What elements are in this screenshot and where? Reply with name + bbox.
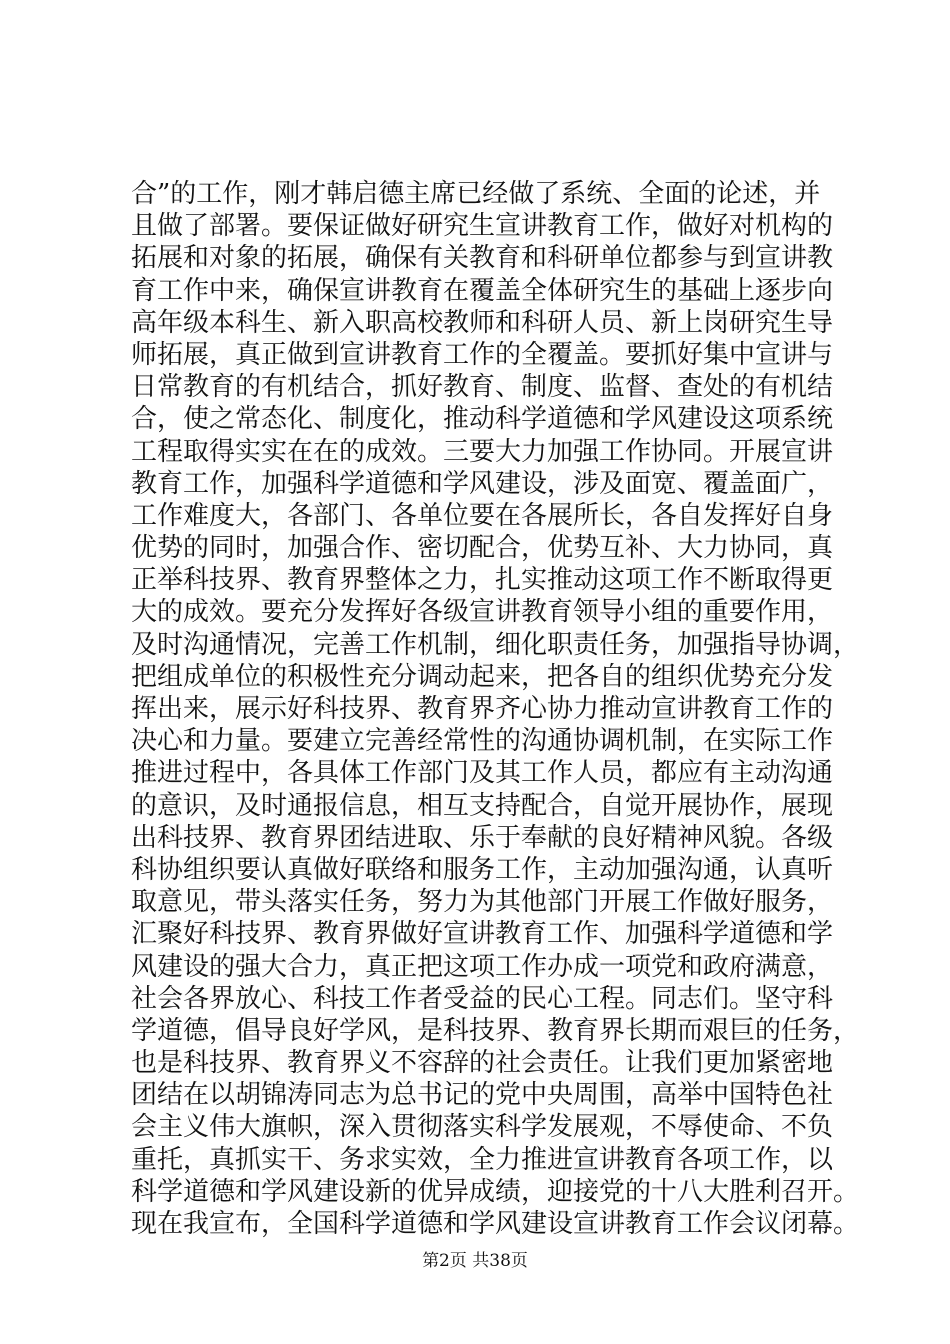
text-line: 科协组织要认真做好联络和服务工作，主动加强沟通，认真听 (131, 854, 834, 885)
text-line: 合”的工作，刚才韩启德主席已经做了系统、全面的论述，并 (131, 179, 821, 209)
text-line: 学道德，倡导良好学风，是科技界、教育界长期而艰巨的任务， (131, 1015, 860, 1046)
text-line: 取意见，带头落实任务，努力为其他部门开展工作做好服务， (131, 887, 834, 918)
text-line: 优势的同时，加强合作、密切配合，优势互补、大力协同，真 (131, 533, 834, 564)
text-line: 决心和力量。要建立完善经常性的沟通协调机制，在实际工作 (131, 726, 834, 757)
text-line: 会主义伟大旗帜，深入贯彻落实科学发展观，不辱使命、不负 (131, 1112, 834, 1143)
body-text (131, 178, 860, 1240)
text-line: 师拓展，真正做到宣讲教育工作的全覆盖。要抓好集中宣讲与 (131, 339, 834, 370)
text-line: 育工作中来，确保宣讲教育在覆盖全体研究生的基础上逐步向 (131, 275, 834, 306)
text-line: 挥出来，展示好科技界、教育界齐心协力推动宣讲教育工作的 (131, 694, 834, 724)
text-line: 日常教育的有机结合，抓好教育、制度、监督、查处的有机结 (131, 372, 834, 403)
text-line: 重托，真抓实干、务求实效，全力推进宣讲教育各项工作，以 (131, 1144, 834, 1175)
page-footer: 第2页 共38页 (422, 1251, 528, 1271)
text-line: 出科技界、教育界团结进取、乐于奉献的良好精神风貌。各级 (131, 822, 834, 853)
text-line: 合，使之常态化、制度化，推动科学道德和学风建设这项系统 (131, 404, 834, 435)
text-line: 工作难度大，各部门、各单位要在各展所长，各自发挥好自身 (131, 500, 834, 531)
text-line: 也是科技界、教育界义不容辞的社会责任。让我们更加紧密地 (131, 1048, 834, 1079)
text-line: 的意识，及时通报信息，相互支持配合，自觉开展协作，展现 (131, 790, 834, 821)
text-line: 团结在以胡锦涛同志为总书记的党中央周围，高举中国特色社 (131, 1080, 834, 1111)
text-line: 把组成单位的积极性充分调动起来，把各自的组织优势充分发 (131, 661, 834, 692)
text-line: 且做了部署。要保证做好研究生宣讲教育工作，做好对机构的 (131, 211, 834, 242)
text-line: 工程取得实实在在的成效。三要大力加强工作协同。开展宣讲 (131, 436, 834, 467)
text-line: 风建设的强大合力，真正把这项工作办成一项党和政府满意， (131, 951, 834, 982)
text-line: 大的成效。要充分发挥好各级宣讲教育领导小组的重要作用， (131, 597, 834, 628)
text-line: 拓展和对象的拓展，确保有关教育和科研单位都参与到宣讲教 (131, 243, 834, 274)
text-line: 社会各界放心、科技工作者受益的民心工程。同志们。坚守科 (131, 983, 834, 1014)
text-line: 推进过程中，各具体工作部门及其工作人员，都应有主动沟通 (131, 758, 834, 789)
text-line: 正举科技界、教育界整体之力，扎实推动这项工作不断取得更 (131, 565, 834, 596)
text-line: 现在我宣布，全国科学道德和学风建设宣讲教育工作会议闭幕。 (131, 1209, 860, 1239)
text-line: 及时沟通情况，完善工作机制，细化职责任务，加强指导协调， (131, 629, 860, 660)
text-line: 科学道德和学风建设新的优异成绩，迎接党的十八大胜利召开。 (131, 1176, 860, 1207)
text-line: 汇聚好科技界、教育界做好宣讲教育工作、加强科学道德和学 (131, 919, 834, 950)
text-line: 高年级本科生、新入职高校教师和科研人员、新上岗研究生导 (131, 307, 834, 338)
text-line: 教育工作，加强科学道德和学风建设，涉及面宽、覆盖面广， (131, 468, 834, 499)
